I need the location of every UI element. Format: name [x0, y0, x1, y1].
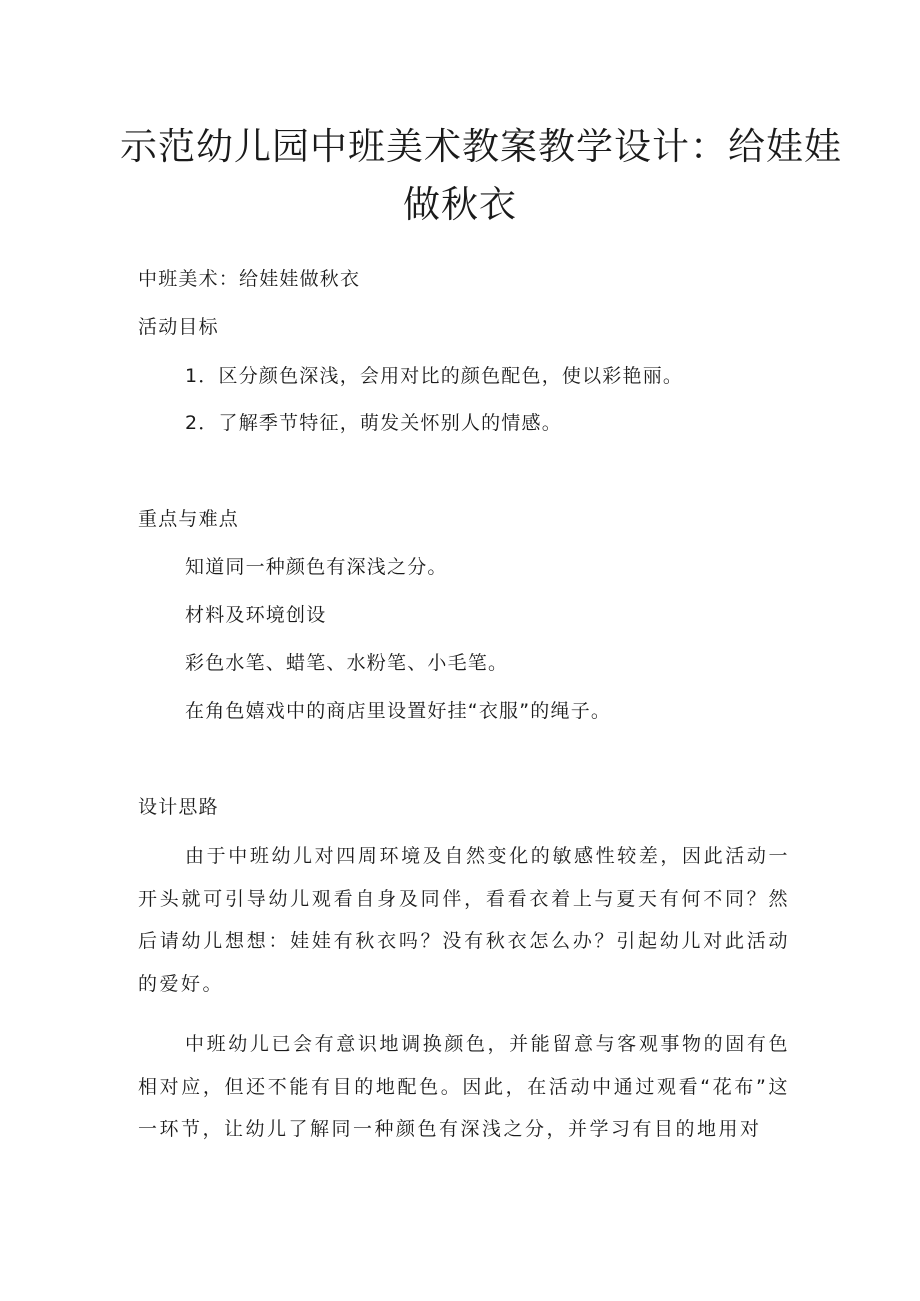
document-title-line-1: 示范幼儿园中班美术教案教学设计：给娃娃: [120, 125, 842, 168]
document-title-line-2: 做秋衣: [403, 183, 517, 226]
materials-setup: 在角色嬉戏中的商店里设置好挂“衣服”的绳子。: [185, 700, 612, 722]
materials-items: 彩色水笔、蜡笔、水粉笔、小毛笔。: [185, 652, 509, 674]
design-paragraph-2: 中班幼儿已会有意识地调换颜色，并能留意与客观事物的固有色相对应，但还不能有目的地配色。因此，在活动中通过观看“花布”这一环节，让幼儿了解同一种颜色有深浅之分，并学习有目的地用对: [138, 1033, 790, 1140]
goal-item-2: 2．了解季节特征，萌发关怀别人的情感。: [185, 412, 562, 434]
key-points-text: 知道同一种颜色有深浅之分。: [185, 556, 448, 578]
subtitle: 中班美术：给娃娃做秋衣: [138, 268, 361, 290]
design-paragraph-1: 由于中班幼儿对四周环境及自然变化的敏感性较差，因此活动一开头就可引导幼儿观看自身及同伴，看看衣着上与夏天有何不同？然后请幼儿想想：娃娃有秋衣吗？没有秋衣怎么办？引起幼儿对此活动的爱好。: [138, 845, 790, 995]
goals-heading: 活动目标: [138, 316, 219, 338]
design-heading: 设计思路: [138, 796, 219, 818]
key-points-heading: 重点与难点: [138, 508, 240, 530]
goal-item-1: 1．区分颜色深浅，会用对比的颜色配色，使以彩艳丽。: [185, 365, 684, 387]
materials-heading: 材料及环境创设: [185, 604, 327, 626]
